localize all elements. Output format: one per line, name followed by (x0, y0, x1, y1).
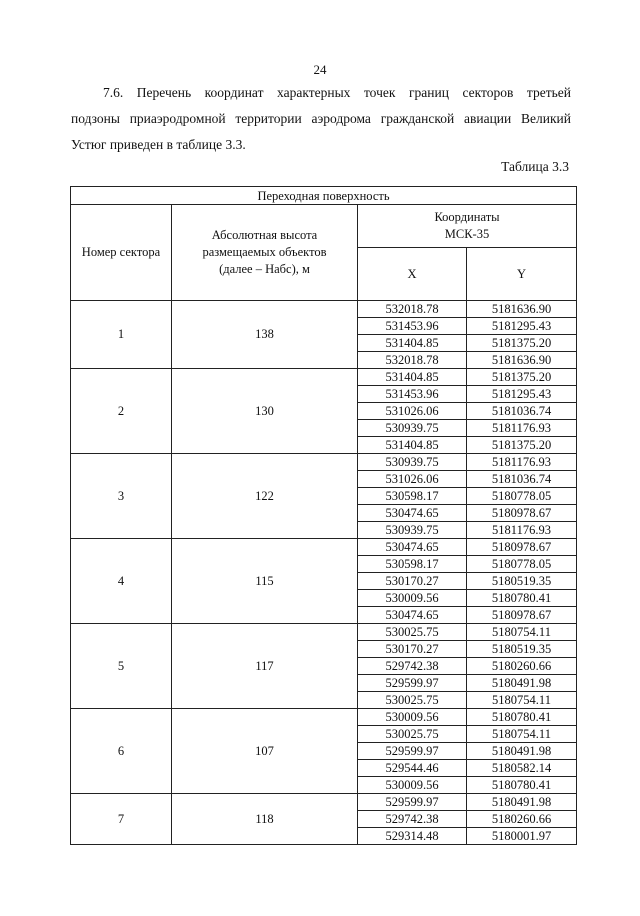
coordinate-x-cell: 530474.65 (358, 505, 467, 522)
sector-height-cell: 117 (172, 624, 358, 709)
coordinate-x-cell: 530474.65 (358, 539, 467, 556)
coordinate-y-cell: 5180582.14 (467, 760, 577, 777)
sector-number-cell: 1 (71, 301, 172, 369)
coordinate-y-cell: 5181036.74 (467, 471, 577, 488)
coordinate-y-cell: 5181176.93 (467, 522, 577, 539)
coordinate-x-cell: 530009.56 (358, 777, 467, 794)
sector-number-cell: 2 (71, 369, 172, 454)
sector-height-cell: 118 (172, 794, 358, 845)
coordinate-x-cell: 529742.38 (358, 658, 467, 675)
table-row (71, 369, 577, 386)
coordinate-y-cell: 5181036.74 (467, 403, 577, 420)
coordinate-x-cell: 532018.78 (358, 352, 467, 369)
coordinate-x-cell: 530598.17 (358, 556, 467, 573)
coordinate-y-cell: 5180780.41 (467, 709, 577, 726)
coordinate-y-cell: 5180754.11 (467, 692, 577, 709)
table-body (71, 301, 577, 845)
coordinate-y-cell: 5181375.20 (467, 335, 577, 352)
table-row (71, 624, 577, 641)
coordinate-x-cell: 529599.97 (358, 675, 467, 692)
coordinate-x-cell: 529314.48 (358, 828, 467, 845)
coordinate-y-cell: 5180491.98 (467, 794, 577, 811)
table-row (71, 454, 577, 471)
coordinate-x-cell: 531404.85 (358, 335, 467, 352)
sector-number-cell: 7 (71, 794, 172, 845)
sector-height-cell: 130 (172, 369, 358, 454)
header-coordinates-line-2: МСК-35 (444, 227, 490, 241)
coordinate-y-cell: 5181375.20 (467, 437, 577, 454)
page-number: 24 (313, 62, 327, 77)
coordinate-y-cell: 5180754.11 (467, 726, 577, 743)
sector-number-cell: 4 (71, 539, 172, 624)
coordinate-x-cell: 530474.65 (358, 607, 467, 624)
paragraph-line-3: Устюг приведен в таблице 3.3. (71, 137, 246, 152)
header-coordinates (358, 205, 577, 248)
coordinate-x-cell: 529742.38 (358, 811, 467, 828)
sector-height-cell: 122 (172, 454, 358, 539)
coordinate-x-cell: 530009.56 (358, 709, 467, 726)
coordinate-x-cell: 530939.75 (358, 522, 467, 539)
table-row (71, 794, 577, 811)
coordinate-y-cell: 5180491.98 (467, 743, 577, 760)
sector-height-cell: 107 (172, 709, 358, 794)
coordinate-y-cell: 5181176.93 (467, 454, 577, 471)
coordinate-y-cell: 5180754.11 (467, 624, 577, 641)
coordinate-y-cell: 5181375.20 (467, 369, 577, 386)
coordinate-x-cell: 529599.97 (358, 794, 467, 811)
table-row (71, 539, 577, 556)
coordinate-y-cell: 5181636.90 (467, 301, 577, 318)
paragraph-line-2: подзоны приаэродромной территории аэродрома гражданской авиации Великий (71, 111, 571, 126)
coordinate-y-cell: 5180780.41 (467, 777, 577, 794)
coordinate-y-cell: 5180519.35 (467, 573, 577, 590)
header-height-line-1: Абсолютная высота (211, 228, 318, 242)
coordinate-x-cell: 531026.06 (358, 471, 467, 488)
coordinate-x-cell: 531404.85 (358, 369, 467, 386)
coordinate-x-cell: 530025.75 (358, 692, 467, 709)
coordinate-x-cell: 531453.96 (358, 386, 467, 403)
coordinate-x-cell: 530939.75 (358, 454, 467, 471)
header-height-line-2: размещаемых объектов (202, 245, 327, 259)
coordinate-x-cell: 531453.96 (358, 318, 467, 335)
table-title: Переходная поверхность (71, 187, 577, 205)
coordinate-x-cell: 529544.46 (358, 760, 467, 777)
coordinate-y-cell: 5180780.41 (467, 590, 577, 607)
coordinate-x-cell: 530598.17 (358, 488, 467, 505)
coordinate-x-cell: 530025.75 (358, 726, 467, 743)
coordinate-y-cell: 5180978.67 (467, 505, 577, 522)
coordinate-x-cell: 531404.85 (358, 437, 467, 454)
coordinate-y-cell: 5180260.66 (467, 811, 577, 828)
coordinate-y-cell: 5181636.90 (467, 352, 577, 369)
coordinate-y-cell: 5180978.67 (467, 607, 577, 624)
coordinate-y-cell: 5181295.43 (467, 386, 577, 403)
sector-number-cell: 3 (71, 454, 172, 539)
table-row (71, 709, 577, 726)
coordinate-x-cell: 530009.56 (358, 590, 467, 607)
paragraph-line-1: 7.6. Перечень координат характерных точек границ секторов третьей (103, 85, 571, 100)
sector-height-cell: 138 (172, 301, 358, 369)
sector-number-cell: 6 (71, 709, 172, 794)
coordinate-x-cell: 530170.27 (358, 641, 467, 658)
header-height-line-3: (далее – Набс), м (219, 262, 310, 276)
header-coordinates-line-1: Координаты (434, 210, 500, 224)
intro-paragraph (71, 80, 571, 158)
coordinate-x-cell: 531026.06 (358, 403, 467, 420)
coordinate-x-cell: 530939.75 (358, 420, 467, 437)
coordinate-y-cell: 5180491.98 (467, 675, 577, 692)
coordinate-y-cell: 5181176.93 (467, 420, 577, 437)
table-row (71, 301, 577, 318)
coordinate-y-cell: 5180778.05 (467, 556, 577, 573)
coordinate-y-cell: 5181295.43 (467, 318, 577, 335)
coordinate-y-cell: 5180519.35 (467, 641, 577, 658)
coordinate-y-cell: 5180001.97 (467, 828, 577, 845)
header-absolute-height (172, 205, 358, 301)
header-sector-number: Номер сектора (71, 205, 172, 301)
header-x: X (358, 248, 467, 301)
coordinate-y-cell: 5180260.66 (467, 658, 577, 675)
coordinate-x-cell: 530170.27 (358, 573, 467, 590)
sector-height-cell: 115 (172, 539, 358, 624)
sector-number-cell: 5 (71, 624, 172, 709)
coordinate-x-cell: 532018.78 (358, 301, 467, 318)
coordinate-y-cell: 5180978.67 (467, 539, 577, 556)
coordinate-y-cell: 5180778.05 (467, 488, 577, 505)
coordinate-x-cell: 529599.97 (358, 743, 467, 760)
table-caption: Таблица 3.3 (501, 159, 569, 174)
coordinate-x-cell: 530025.75 (358, 624, 467, 641)
coordinates-table (70, 186, 577, 845)
header-y: Y (467, 248, 577, 301)
